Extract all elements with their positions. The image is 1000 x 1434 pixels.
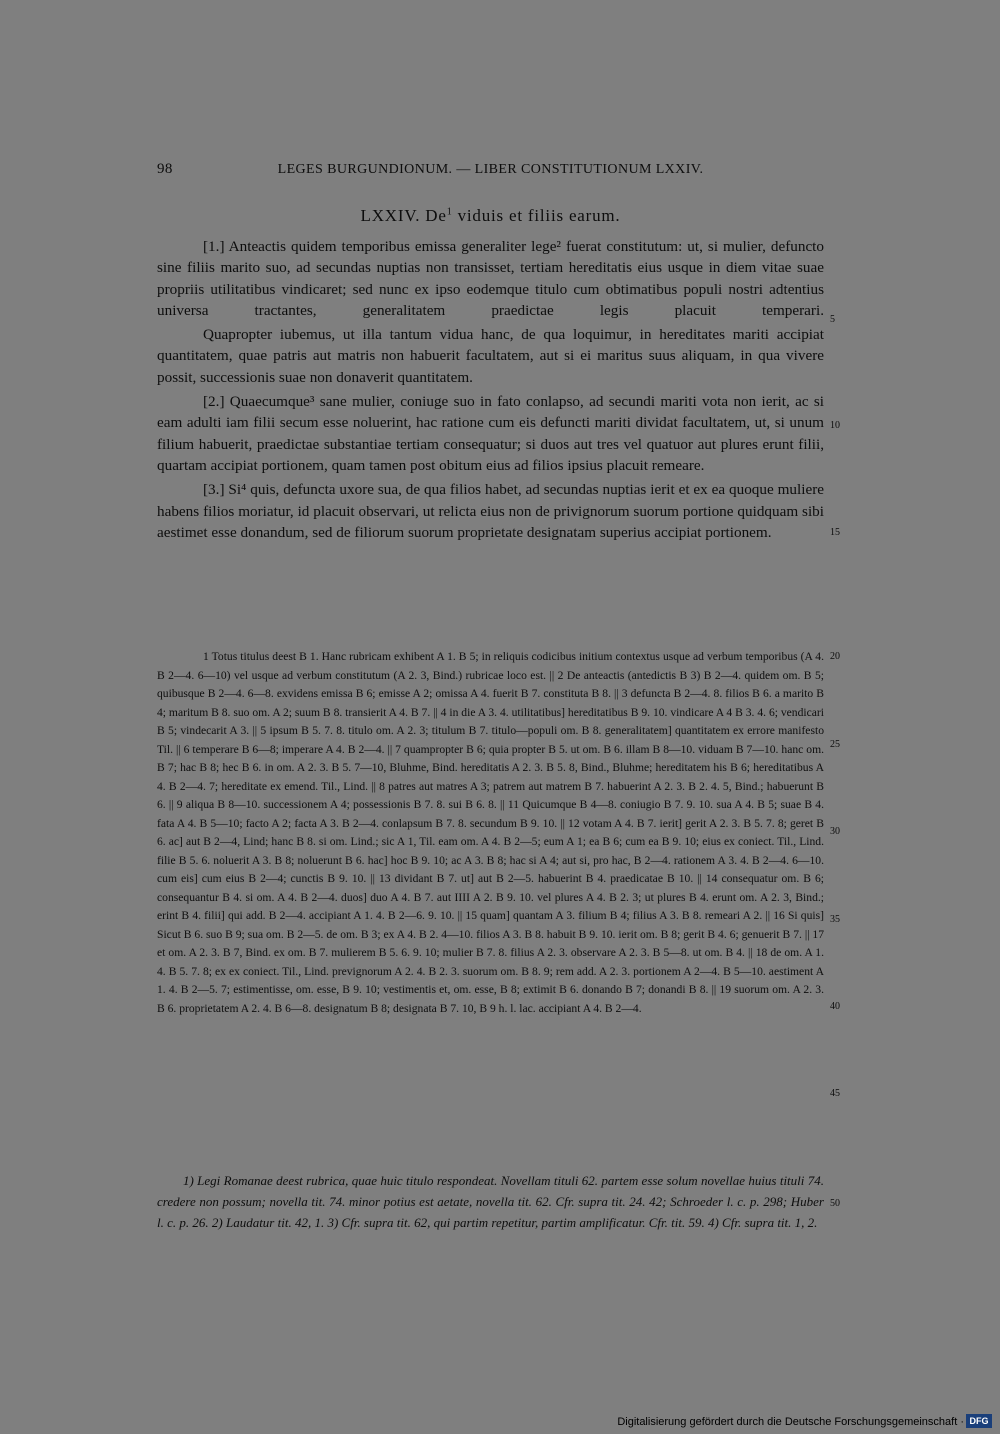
line-number: 25 xyxy=(830,739,840,750)
footnotes-text: 1) Legi Romanae deest rubrica, quae huic titulo respondeat. Novellam tituli 62. partem esse solum novellae huius tituli 74. credere non possum; novella tit. 74. minor potius est aetate, novella tit. 62. Cfr. supra tit. 24. 42; Schroeder l. c. p. 298; Huber l. c. p. 26. 2) Laudatur tit. 42, 1. 3) Cfr. supra tit. 62, qui partim repetitur, partim amplificatur. Cfr. tit. 59. 4) Cfr. supra tit. 1, 2. xyxy=(157,1173,824,1230)
page-header xyxy=(157,161,824,185)
line-number: 35 xyxy=(830,914,840,925)
line-number: 50 xyxy=(830,1198,840,1209)
dfg-logo: DFG xyxy=(966,1414,992,1428)
running-title: LEGES BURGUNDIONUM. — LIBER CONSTITUTIONUM LXXIV. xyxy=(277,162,704,177)
digitization-credit: Digitalisierung gefördert durch die Deutsche Forschungsgemeinschaft · xyxy=(617,1416,964,1428)
line-number: 10 xyxy=(830,420,840,431)
title-note-mark: 1 xyxy=(446,206,453,218)
line-number: 15 xyxy=(830,527,840,538)
paragraph-3: [2.] Quaecumque³ sane mulier, coniuge suo in fato conlapso, ad secundi mariti vota non ierit, ac si eam adulti iam filii secum esse noluerint, hac ratione cum eis defuncti mariti dividat facultatem, ut, si unum filium habuerit, praedictae substantiae tertiam consequatur; si duos aut tres vel quatuor aut plures erunt filii, quartam accipiat portionem, quam tamen post obitum eius ad filios ipsius placuit remeare. xyxy=(157,393,824,474)
page-number: 98 xyxy=(157,161,173,177)
apparatus-text: 1 Totus titulus deest B 1. Hanc rubricam exhibent A 1. B 5; in reliquis codicibus initium contextus usque ad verbum temporibus (A 4. B 2—4. 6—10) vel usque ad verbum constitutum (A 2. 3, Bind.) rubricae loco est. || 2 De anteactis (antedictis B 3) B 2—4. quidem om. B 5; quibusque B 2—4. 6—8. exvidens emissa B 6; emisse A 2; omissa A 4. fuerit B 7. constituta B 8. || 3 defuncta B 2—4. 8. filios B 6. a marito B 4; maritum B 8. suo om. A 2; suum B 8. transierit A 4. B 7. || 4 in die A 3. 4. utilitatibus] hereditatibus B 9. 10. vindicare A 4 B 3. 4. 6; vendicari B 5; vindecarit A 3. || 5 ipsum B 5. 7. 8. titulo om. A 2. 3; titulum B 7. titulo—populi om. B 8. generalitatem] quantitatem ex errore manifesto Til. || 6 temperare B 6—8; imperare A 4. B 2—4. || 7 quampropter B 6; quia propter B 5. ut om. B 6. illam B 8—10. viduam B 7—10. hanc om. B 7; hac B 8; hec B 6. in om. A 2. 3. B 5. 7—10, Bluhme, Bind. hereditatis A 2. 3. B 5. 8, Bind., Bluhme; hereditatem his B 6; hereditatibus A 4. B 2—4. 7; hereditate ex emend. Til., Lind. || 8 patres aut matres A 3; patrem aut matrem B 7. habuerint A 2. 3. B 2. 4. 5, Bind.; habuerunt B 6. || 9 aliqua B 8—10. successionem A 4; possessionis B 7. 8. sui B 6. 8. || 11 Quicumque B 4—8. coniugio B 7. 9. 10. sua A 4. B 5; suae B 4. fata A 4. B 5—10; facto A 2; facta A 3. B 2—4. conlapsum B 7. 8. secundum B 9. 10. || 12 votam A 4. B 7. ierit] gerit A 2. 3. B 5. 7. 8; geret B 6. ac] aut B 2—4, Lind; hanc B 8. si om. Lind.; sic A 1, Til. eam om. A 4. B 2—5; eum A 1; ea B 6; cum ea B 9. 10; eius ex coniect. Til., Lind. filie B 5. 6. noluerit A 3. B 8; noluerunt B 6. hac] hoc B 9. 10; ac A 3. B 8; hac si A 4; aut si, pro hac, B 2—4. rationem A 3. 4. B 2—4. 6—10. cum eis] cum eius B 2—4; cunctis B 9. 10. || 13 dividant B 7. ut] aut B 2—5. habuerint B 4. praedicatae B 10. || 14 consequatur om. B 6; consequantur B 4. si om. A 4. B 2—4. duos] duo A 4. B 7. aut IIII A 2. B 9. 10. vel plures A 4. B 2. 3; ut plures B 4. erunt om. A 2. 3, Bind.; erint B 4. filii] qui add. B 2—4. accipiant A 1. 4. B 2—6. 9. 10. || 15 quam] quantam A 3. filium B 4; filius A 3. B 8. remeari A 2. || 16 Si quis] Sicut B 6. suo B 9; sua om. B 2—5. de om. B 3; ex A 4. B 2. 4—10. filios A 3. B 8. habuit B 9. 10. ierit om. B 8; gerit B 4. 6; genuerit B 7. || 17 et om. A 2. 3. B 7, Bind. ex om. B 7. mulierem B 5. 6. 9. 10; mulier B 7. 8. filius A 2. 3. observare A 2. 3. B 5—8. ut om. B 4. || 18 de om. A 1. 4. B 5. 7. 8; ex ex coniect. Til., Lind. prevignorum A 2. 4. B 2. 3. suorum om. B 8. 9; rem add. A 2. 3. portionem A 2—4. B 5—10. aestiment A 1. 4. B 2—5. 7; estimentisse, om. esse, B 9. 10; vestimentis et, om. esse, B 8; extimit B 6. donando B 7; donandi B 8. || 19 suorum om. A 2. 3. B 6. proprietatem A 2. 4. B 6—8. designatum B 8; designata B 7. 10, B 9 h. l. lac. accipiant A 4. B 2—4. xyxy=(157,650,824,1015)
title-main: LXXIV. De xyxy=(360,206,447,225)
paragraph-1: [1.] Anteactis quidem temporibus emissa generaliter lege² fuerat constitutum: ut, si mulier, defuncto sine filiis marito suo, ad secundas nuptias non transisset, tertiam hereditatis eius usque in diem vitae suae propriis utilitatibus vindicaret; sed nunc ex ipso eodemque titulo cum obtimatibus populi nostri adtentius universa tractantes, generalitatem praedictae legis placuit temperari. xyxy=(157,238,824,319)
line-number: 40 xyxy=(830,1001,840,1012)
paragraph-2: Quapropter iubemus, ut illa tantum vidua hanc, de qua loquimur, in hereditates mariti accipiat quantitatem, quae patris aut matris non habuerit facultatem, aut si ei maritus suus aliquam, in qua vivere possit, successionis suae non donaverit quantitatem. xyxy=(157,326,824,386)
footnotes xyxy=(157,1170,824,1233)
line-number: 5 xyxy=(830,314,835,325)
critical-apparatus xyxy=(157,648,824,1018)
main-text xyxy=(157,236,824,546)
line-number: 30 xyxy=(830,826,840,837)
paragraph-4: [3.] Si⁴ quis, defuncta uxore sua, de qua filios habet, ad secundas nuptias ierit et ex ea quoque muliere habens filios moriatur, id placuit observari, ut relicta eius non de privignorum suorum portione quidquam sibi aestimet esse donandum, sed de filiorum suorum proprietate designatam superius accipiat portionem. xyxy=(157,481,824,541)
chapter-title xyxy=(157,206,824,226)
line-number: 45 xyxy=(830,1088,840,1099)
title-rest: viduis et filiis earum. xyxy=(452,206,621,225)
line-number: 20 xyxy=(830,651,840,662)
